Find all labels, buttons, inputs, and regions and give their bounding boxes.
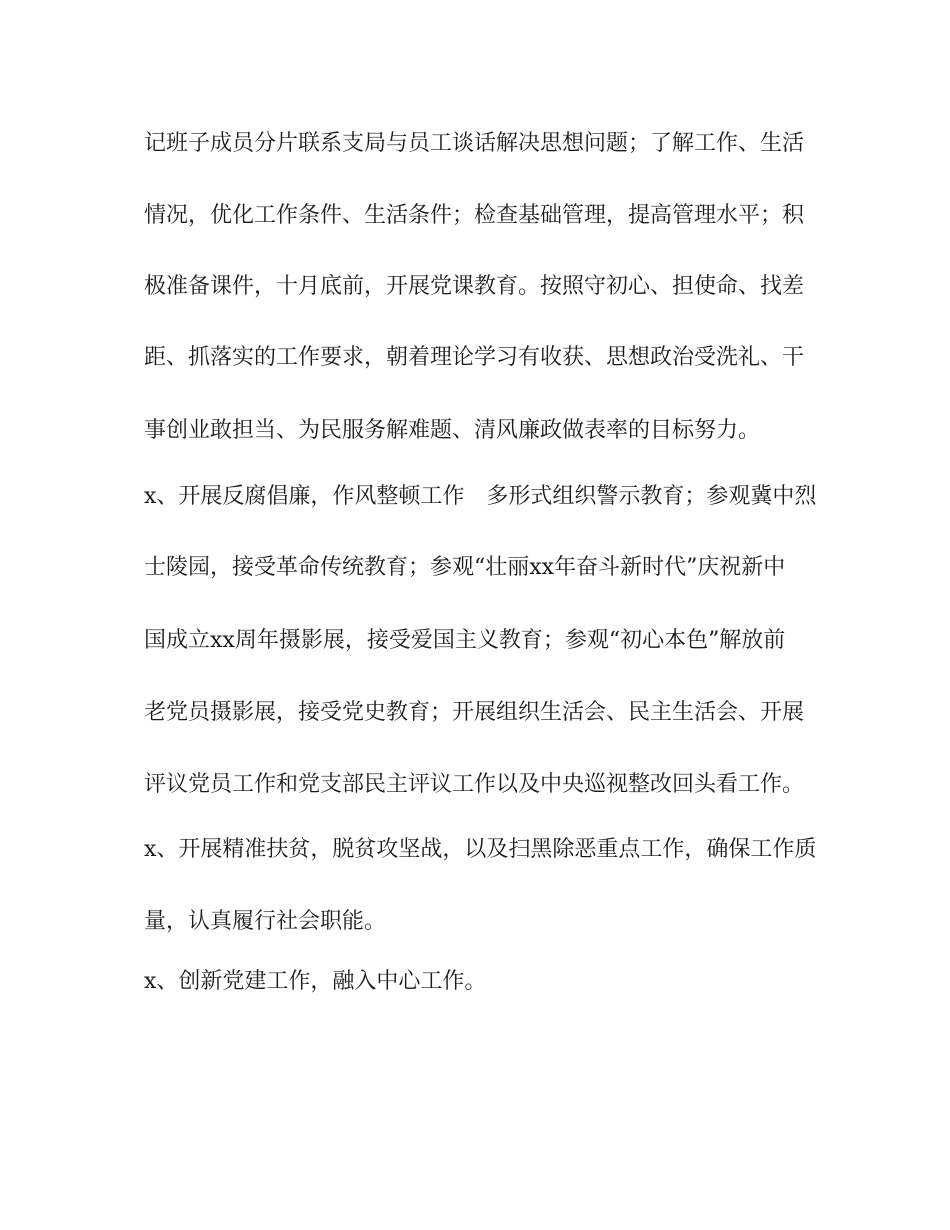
section-item-line-1: x、开展反腐倡廉，作风整顿工作 多形式组织警示教育；参观冀中烈 <box>144 484 817 509</box>
paragraph-line-5: 事创业敢担当、为民服务解难题、清风廉政做表率的目标努力。 <box>144 418 761 443</box>
paragraph-line-2: 情况，优化工作条件、生活条件；检查基础管理，提高管理水平；积 <box>144 203 805 228</box>
section-item-line-2: 士陵园，接受革命传统教育；参观“壮丽xx年奋斗新时代”庆祝新中 <box>144 555 786 580</box>
paragraph-line-1: 记班子成员分片联系支局与员工谈话解决思想问题；了解工作、生活 <box>144 131 805 156</box>
paragraph-line-4: 距、抓落实的工作要求，朝着理论学习有收获、思想政治受洗礼、干 <box>144 345 805 370</box>
section-item-line-5: 评议党员工作和党支部民主评议工作以及中央巡视整改回头看工作。 <box>144 772 805 797</box>
section-item-2-line-2: 量，认真履行社会职能。 <box>144 909 387 934</box>
section-item-line-3: 国成立xx周年摄影展，接受爱国主义教育；参观“初心本色”解放前 <box>144 628 786 653</box>
section-item-2-line-1: x、开展精准扶贫，脱贫攻坚战，以及扫黑除恶重点工作，确保工作质 <box>144 837 817 862</box>
section-item-line-4: 老党员摄影展，接受党史教育；开展组织生活会、民主生活会、开展 <box>144 700 805 725</box>
section-item-3-line-1: x、创新党建工作，融入中心工作。 <box>144 969 487 994</box>
paragraph-line-3: 极准备课件，十月底前，开展党课教育。按照守初心、担使命、找差 <box>144 274 805 299</box>
